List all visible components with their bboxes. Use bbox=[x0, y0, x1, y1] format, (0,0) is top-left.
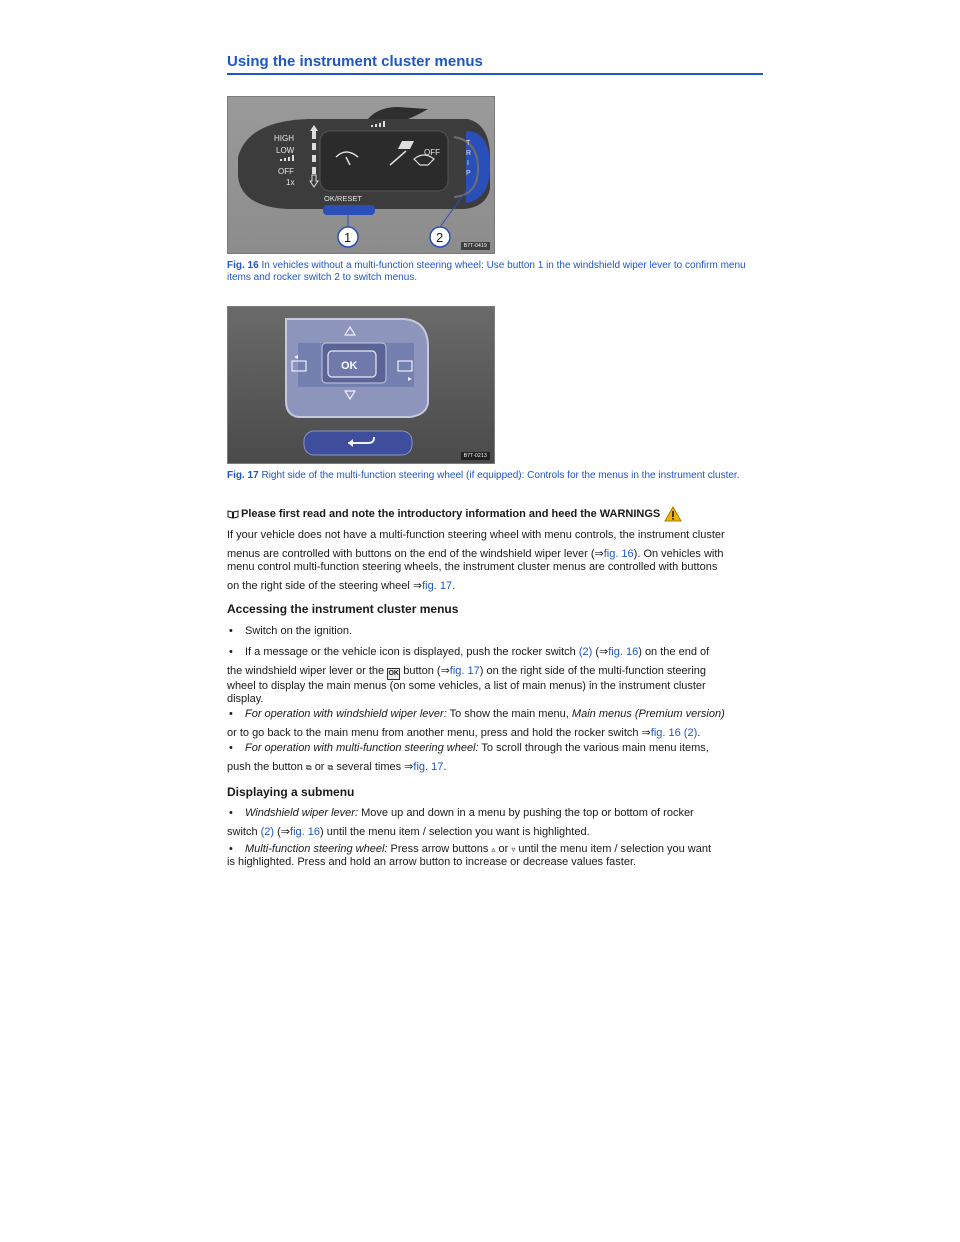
list-item: • Switch on the ignition. bbox=[229, 625, 353, 637]
list-item: • Windshield wiper lever: Move up and down in a menu by pushing the top or bottom of rocker switch (2) (⇒fig. 16) until the menu item / selection you want is highlighted. bbox=[227, 807, 694, 838]
label-i: I bbox=[467, 160, 469, 167]
figure-16-wiper-lever bbox=[227, 96, 495, 254]
label-t: T bbox=[466, 140, 471, 147]
page-title: Using the instrument cluster menus bbox=[227, 53, 763, 75]
link-fig-16[interactable]: fig. 16 bbox=[290, 826, 320, 838]
intro-line: menus are controlled with buttons on the end of the windshield wiper lever (⇒fig. 16). On vehicles with bbox=[227, 548, 724, 560]
link-fig-17[interactable]: fig. 17 bbox=[413, 761, 444, 773]
intro-paragraph bbox=[227, 529, 767, 593]
link-fig-16[interactable]: fig. 16 bbox=[603, 548, 634, 560]
callout-2-text: 2 bbox=[436, 230, 444, 245]
caption-text: In vehicles without a multi-function steering wheel: Use button 1 in the windshield wiper lever to confirm menu items and rocker switch 2 to switch menus. bbox=[227, 260, 746, 283]
section-heading: Displaying a submenu bbox=[227, 785, 355, 799]
link-fig-16-2[interactable]: fig. 16 (2) bbox=[650, 727, 698, 739]
label-r: R bbox=[466, 150, 472, 157]
list-item: • Multi-function steering wheel: Press arrow buttons ▵ or ▿ until the menu item / selection you want is highlighted. Press and hold an arrow button to increase or decrease values faster. bbox=[227, 843, 712, 868]
lever-ring bbox=[368, 107, 428, 119]
figure-number: Fig. 17 bbox=[227, 470, 259, 481]
menu-left-icon: ⧉ bbox=[305, 763, 312, 772]
section-heading: Accessing the instrument cluster menus bbox=[227, 602, 459, 616]
figure-17-steering-wheel-controls bbox=[227, 306, 495, 464]
wiper-lever-illustration bbox=[228, 97, 494, 253]
notice bbox=[227, 506, 682, 522]
callout-1-text: 1 bbox=[344, 230, 352, 245]
intro-line: If your vehicle does not have a multi-function steering wheel with menu controls, the instrument cluster bbox=[227, 529, 725, 541]
label-off-left: OFF bbox=[278, 167, 294, 176]
image-code: B7T-0419 bbox=[461, 242, 490, 250]
intro-line: on the right side of the steering wheel ⇒fig. 17. bbox=[227, 580, 456, 592]
link-fig-17[interactable]: fig. 17 bbox=[449, 665, 480, 677]
arrow-up-icon: ▵ bbox=[491, 845, 496, 854]
figure-number: Fig. 16 bbox=[227, 260, 259, 271]
list-item: • For operation with windshield wiper lever: To show the main menu, Main menus (Premium version) or to go back to the main menu from another menu, press and hold the rocker switch ⇒fig. 16 (2). bbox=[227, 708, 725, 739]
ok-reset-button-1 bbox=[323, 205, 375, 215]
image-code: B7T-0213 bbox=[461, 452, 490, 460]
link-fig-16[interactable]: fig. 16 bbox=[608, 646, 639, 658]
ok-key-icon: OK bbox=[387, 668, 400, 680]
label-ok: OK bbox=[341, 360, 358, 372]
label-high: HIGH bbox=[274, 134, 294, 143]
label-1x: 1x bbox=[286, 178, 295, 187]
arrow-down-icon: ▿ bbox=[511, 845, 516, 854]
notice-text: Please first read and note the introductory information and heed the WARNINGS bbox=[241, 508, 661, 520]
warning-icon bbox=[664, 506, 682, 522]
label-ok-reset: OK/RESET bbox=[324, 194, 362, 203]
link-fig-17[interactable]: fig. 17 bbox=[422, 580, 453, 592]
intro-line: menu control multi-function steering wheels, the instrument cluster menus are controlled with buttons bbox=[227, 561, 718, 573]
steering-wheel-illustration bbox=[228, 307, 494, 463]
list-item: • For operation with multi-function steering wheel: To scroll through the various main menu items, push the button ⧉ or ⧉ several times ⇒fig. 17. bbox=[227, 742, 709, 773]
figure-17-caption bbox=[227, 470, 757, 482]
menu-right-icon: ⧉ bbox=[327, 763, 334, 772]
label-p: P bbox=[466, 170, 471, 177]
list-item: • If a message or the vehicle icon is displayed, push the rocker switch (2) (⇒fig. 16) on the end of the windshield wiper lever or the OK button (⇒fig. 17) on the right side of the multi-function steering wheel to display the main menus (on some vehicles, a list of main menus) in the instrument cluster display. bbox=[227, 646, 710, 705]
label-low: LOW bbox=[276, 146, 295, 155]
book-icon bbox=[227, 510, 239, 519]
label-off-right: OFF bbox=[424, 148, 440, 157]
caption-text: Right side of the multi-function steering wheel (if equipped): Controls for the menus in the instrument cluster. bbox=[261, 470, 740, 481]
figure-16-caption bbox=[227, 260, 757, 284]
